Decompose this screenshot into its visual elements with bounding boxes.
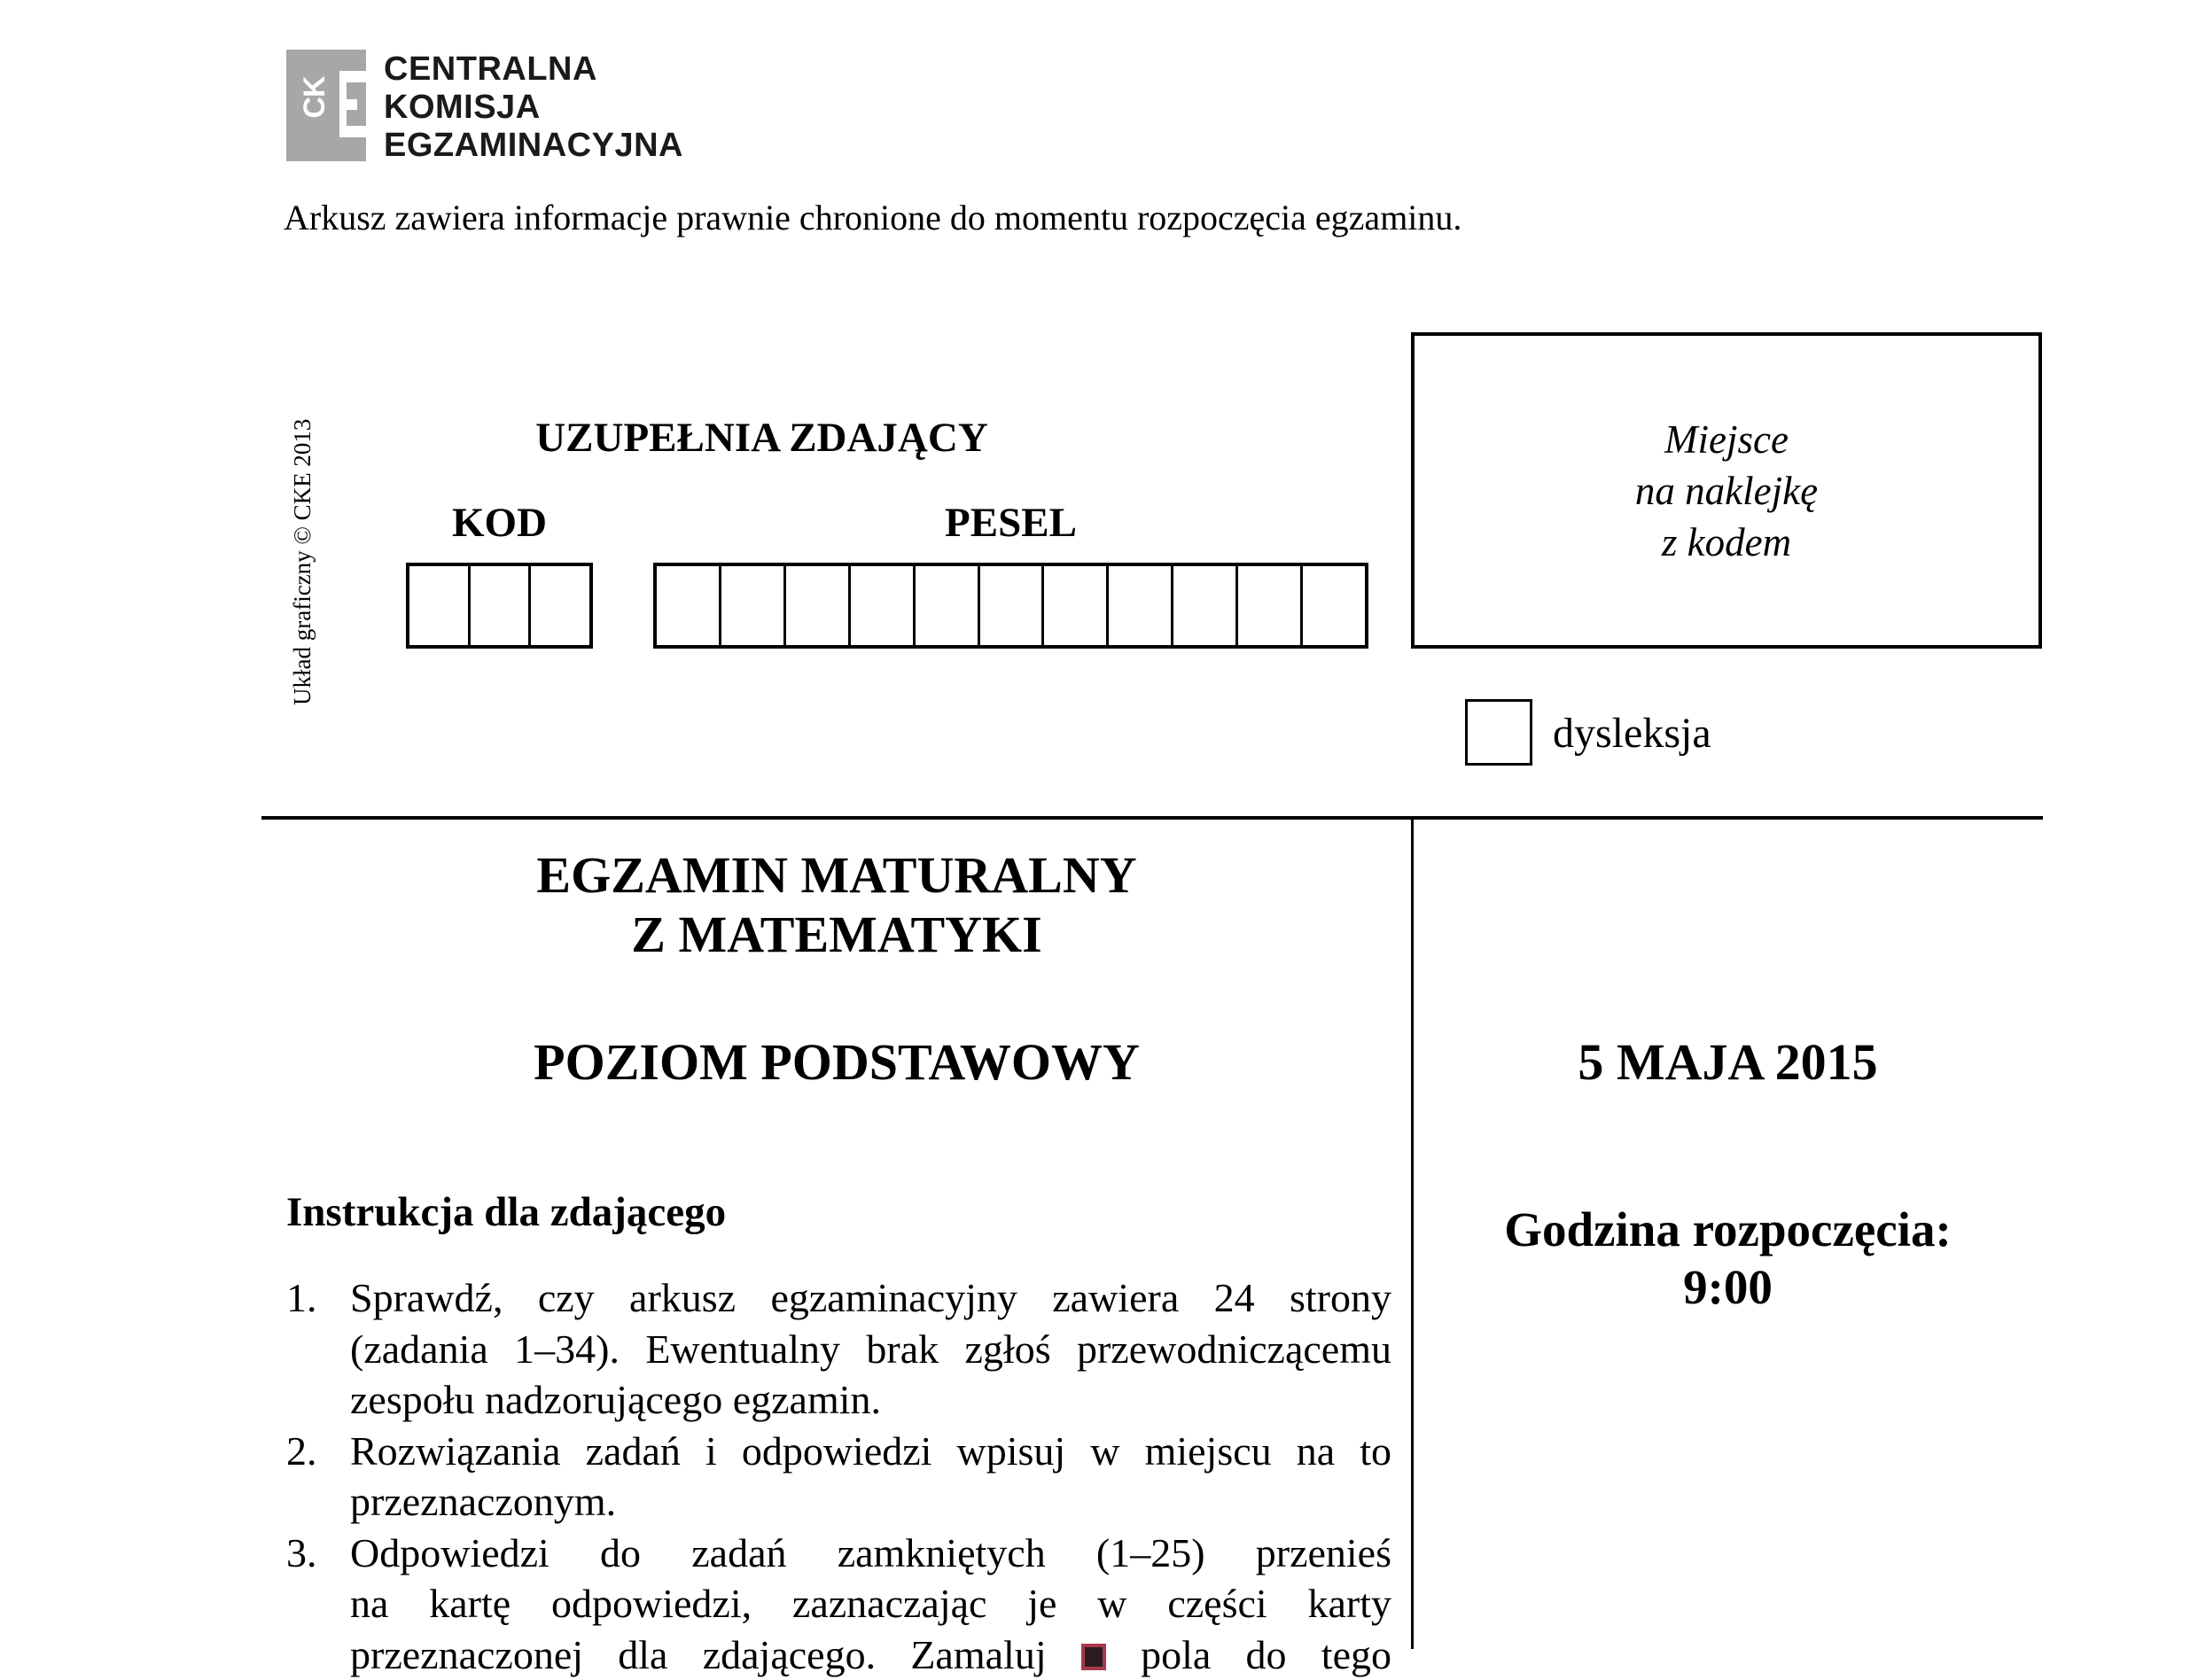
candidate-fill-heading: UZUPEŁNIA ZDAJĄCY [520, 413, 1003, 463]
exam-date: 5 MAJA 2015 [1414, 1033, 2042, 1092]
logo-line-1: CENTRALNA [384, 50, 597, 89]
start-time-value: 9:00 [1414, 1259, 2042, 1316]
instruction-line: przeznaczonym. [350, 1476, 1391, 1528]
instruction-item-1 [286, 1272, 1391, 1426]
sticker-line-3: z kodem [1662, 517, 1791, 568]
dyslexia-checkbox[interactable] [1465, 699, 1532, 766]
exam-level: POZIOM PODSTAWOWY [262, 1033, 1411, 1092]
pesel-cell-9[interactable] [1173, 566, 1238, 645]
instruction-line-with-mark [350, 1629, 1391, 1680]
pesel-cell-2[interactable] [721, 566, 786, 645]
exam-title-line-2: Z MATEMATYKI [262, 906, 1411, 964]
horizontal-divider [261, 816, 2043, 820]
pesel-cell-8[interactable] [1109, 566, 1173, 645]
instruction-line: zespołu nadzorującego egzamin. [350, 1374, 1391, 1426]
pesel-label: PESEL [653, 498, 1368, 548]
kod-cell-3[interactable] [531, 566, 589, 645]
instruction-number: 2. [286, 1426, 317, 1477]
pesel-cell-3[interactable] [786, 566, 851, 645]
legal-notice: Arkusz zawiera informacje prawnie chronione do momentu rozpoczęcia egzaminu. [284, 197, 1461, 239]
graphic-layout-credit: Układ graficzny © CKE 2013 [287, 419, 317, 705]
kod-cell-2[interactable] [471, 566, 532, 645]
pesel-cell-7[interactable] [1044, 566, 1109, 645]
instruction-item-3 [286, 1528, 1391, 1680]
instruction-number: 1. [286, 1272, 317, 1324]
logo-line-2: KOMISJA [384, 88, 541, 127]
instructions-heading: Instrukcja dla zdającego [286, 1187, 726, 1237]
kod-label: KOD [406, 498, 593, 548]
pesel-cell-11[interactable] [1303, 566, 1365, 645]
instruction-line: (zadania 1–34). Ewentualny brak zgłoś przewodniczącemu [350, 1324, 1391, 1375]
instruction-line: na kartę odpowiedzi, zaznaczając je w części karty [350, 1578, 1391, 1629]
instruction-text-before-mark: przeznaczonej dla zdającego. Zamaluj [350, 1632, 1047, 1677]
pesel-cell-5[interactable] [916, 566, 980, 645]
instruction-line: Rozwiązania zadań i odpowiedzi wpisuj w miejscu na to [350, 1426, 1391, 1477]
logo-e-stem [339, 71, 347, 137]
pesel-cell-4[interactable] [851, 566, 916, 645]
pesel-input-boxes [653, 563, 1368, 649]
logo-line-3: EGZAMINACYJNA [384, 126, 683, 165]
kod-input-boxes [406, 563, 593, 649]
logo-ck-letters: CK [297, 71, 332, 124]
dyslexia-label: dysleksja [1553, 709, 1711, 758]
filled-square-icon [1081, 1644, 1106, 1670]
instructions-list [286, 1272, 1391, 1680]
kod-cell-1[interactable] [409, 566, 471, 645]
pesel-cell-10[interactable] [1238, 566, 1303, 645]
instruction-text-after-mark: pola do tego [1141, 1632, 1391, 1677]
start-time-label: Godzina rozpoczęcia: [1414, 1202, 2042, 1258]
pesel-cell-6[interactable] [980, 566, 1045, 645]
cke-logo-mark [286, 50, 366, 161]
instruction-number: 3. [286, 1528, 317, 1579]
pesel-cell-1[interactable] [657, 566, 721, 645]
instruction-item-2 [286, 1426, 1391, 1528]
code-sticker-area [1411, 332, 2042, 649]
exam-title-line-1: EGZAMIN MATURALNY [262, 846, 1411, 905]
sticker-line-1: Miejsce [1664, 414, 1789, 465]
sticker-line-2: na naklejkę [1635, 465, 1818, 517]
instruction-line: Odpowiedzi do zadań zamkniętych (1–25) przenieś [350, 1528, 1391, 1579]
instruction-line: Sprawdź, czy arkusz egzaminacyjny zawiera 24 strony [350, 1272, 1391, 1324]
